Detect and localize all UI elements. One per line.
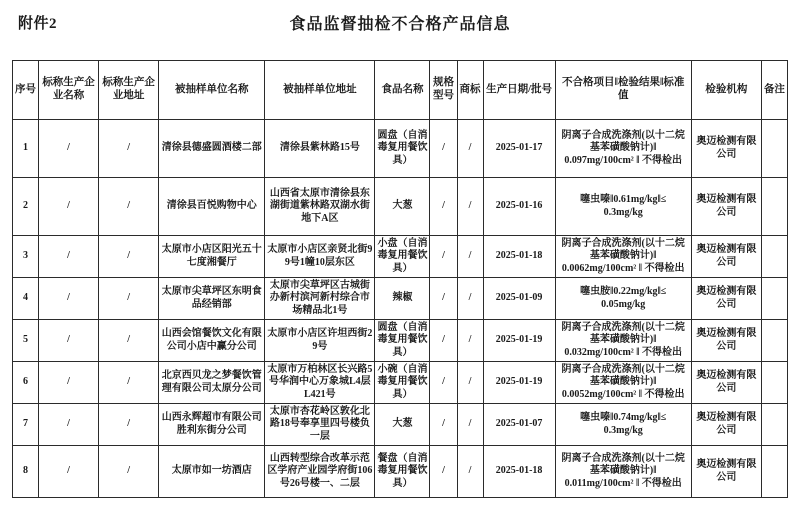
cell-production-date: 2025-01-16: [483, 178, 555, 236]
cell-index: 7: [13, 404, 39, 446]
table-row: [13, 404, 788, 446]
cell-index: 4: [13, 278, 39, 320]
column-header-sampled-unit-address: 被抽样单位地址: [265, 61, 375, 120]
column-header-food-name: 食品名称: [375, 61, 430, 120]
failed-item-name: 阴离子合成洗涤剂(以十二烷基苯磺酸钠计)‖: [561, 238, 685, 262]
column-header-spec: 规格型号: [430, 61, 457, 120]
cell-producer-address: /: [99, 404, 159, 446]
cell-producer-name: /: [39, 178, 99, 236]
failed-item-value: 0.3mg/kg: [603, 206, 643, 218]
column-header-producer-name: 标称生产企业名称: [39, 61, 99, 120]
cell-food-name: 圆盘（自消毒复用餐饮具）: [375, 320, 430, 362]
failed-item-name: 阴离子合成洗涤剂(以十二烷基苯磺酸钠计)‖: [561, 322, 685, 346]
cell-production-date: 2025-01-17: [483, 120, 555, 178]
table-row: [13, 178, 788, 236]
failed-item-value: 0.097mg/100cm² ‖ 不得检出: [564, 154, 683, 166]
cell-failed-item: [555, 404, 691, 446]
failed-item-value: 0.05mg/kg: [601, 298, 646, 310]
cell-producer-name: /: [39, 120, 99, 178]
cell-note: [761, 362, 787, 404]
column-header-note: 备注: [761, 61, 787, 120]
failed-item-value: 0.3mg/kg: [603, 424, 643, 436]
cell-spec: /: [430, 178, 457, 236]
failed-item-value: 0.0052mg/100cm² ‖ 不得检出: [561, 388, 685, 400]
table-row: [13, 362, 788, 404]
cell-producer-address: /: [99, 236, 159, 278]
cell-spec: /: [430, 236, 457, 278]
cell-inspection-org: 奥迈检测有限公司: [691, 404, 761, 446]
cell-sampled-unit-name: 北京西贝龙之梦餐饮管理有限公司太原分公司: [159, 362, 265, 404]
cell-inspection-org: 奥迈检测有限公司: [691, 320, 761, 362]
cell-sampled-unit-address: 太原市小店区亲贤北街99号1幢10层东区: [265, 236, 375, 278]
cell-spec: /: [430, 404, 457, 446]
cell-note: [761, 446, 787, 498]
table-row: [13, 320, 788, 362]
cell-failed-item: [555, 178, 691, 236]
cell-producer-address: /: [99, 278, 159, 320]
cell-trademark: /: [457, 446, 483, 498]
cell-failed-item: [555, 320, 691, 362]
cell-producer-name: /: [39, 236, 99, 278]
document-header: [0, 0, 800, 46]
cell-producer-address: /: [99, 120, 159, 178]
cell-production-date: 2025-01-19: [483, 320, 555, 362]
cell-food-name: 小碗（自消毒复用餐饮具）: [375, 362, 430, 404]
cell-inspection-org: 奥迈检测有限公司: [691, 178, 761, 236]
cell-index: 3: [13, 236, 39, 278]
cell-sampled-unit-name: 山西会馆餐饮文化有限公司小店中赢分公司: [159, 320, 265, 362]
failed-item-name: 噻虫嗪‖0.74mg/kg‖≤: [580, 412, 667, 424]
attachment-label: 附件2: [18, 16, 58, 32]
table-row: [13, 278, 788, 320]
column-header-production-date: 生产日期/批号: [483, 61, 555, 120]
column-header-sampled-unit-name: 被抽样单位名称: [159, 61, 265, 120]
cell-producer-name: /: [39, 362, 99, 404]
failed-item-name: 噻虫胺‖0.22mg/kg‖≤: [580, 286, 667, 298]
cell-note: [761, 278, 787, 320]
table-header: [13, 61, 788, 120]
cell-sampled-unit-name: 清徐县百悦购物中心: [159, 178, 265, 236]
failed-item-name: 阴离子合成洗涤剂(以十二烷基苯磺酸钠计)‖: [561, 364, 685, 388]
cell-sampled-unit-name: 山西永辉超市有限公司胜利东街分公司: [159, 404, 265, 446]
cell-production-date: 2025-01-18: [483, 236, 555, 278]
cell-note: [761, 236, 787, 278]
cell-producer-address: /: [99, 362, 159, 404]
cell-sampled-unit-address: 太原市小店区许坦西街29号: [265, 320, 375, 362]
cell-failed-item: [555, 278, 691, 320]
cell-index: 8: [13, 446, 39, 498]
cell-inspection-org: 奥迈检测有限公司: [691, 236, 761, 278]
cell-index: 5: [13, 320, 39, 362]
cell-trademark: /: [457, 178, 483, 236]
table-body: [13, 120, 788, 498]
cell-spec: /: [430, 120, 457, 178]
column-header-index: 序号: [13, 61, 39, 120]
cell-spec: /: [430, 278, 457, 320]
cell-sampled-unit-address: 山西转型综合改革示范区学府产业园学府街106号26号楼一、二层: [265, 446, 375, 498]
column-header-producer-address: 标称生产企业地址: [99, 61, 159, 120]
cell-index: 1: [13, 120, 39, 178]
failed-item-value: 0.032mg/100cm² ‖ 不得检出: [564, 346, 683, 358]
cell-spec: /: [430, 362, 457, 404]
cell-failed-item: [555, 236, 691, 278]
cell-producer-address: /: [99, 446, 159, 498]
cell-failed-item: [555, 446, 691, 498]
cell-producer-name: /: [39, 404, 99, 446]
cell-sampled-unit-name: 太原市尖草坪区东明食品经销部: [159, 278, 265, 320]
cell-sampled-unit-address: 山西省太原市清徐县东湖街道紫林路双湖水街地下A区: [265, 178, 375, 236]
cell-inspection-org: 奥迈检测有限公司: [691, 362, 761, 404]
cell-trademark: /: [457, 362, 483, 404]
cell-production-date: 2025-01-09: [483, 278, 555, 320]
cell-sampled-unit-address: 太原市万柏林区长兴路5号华润中心万象城L4层L421号: [265, 362, 375, 404]
table-row: [13, 446, 788, 498]
column-header-inspection-org: 检验机构: [691, 61, 761, 120]
cell-trademark: /: [457, 404, 483, 446]
cell-producer-address: /: [99, 178, 159, 236]
cell-sampled-unit-name: 太原市小店区阳光五十七度湘餐厅: [159, 236, 265, 278]
cell-trademark: /: [457, 278, 483, 320]
page-title: 食品监督抽检不合格产品信息: [289, 16, 511, 33]
cell-note: [761, 404, 787, 446]
failed-item-value: 0.011mg/100cm² ‖ 不得检出: [564, 477, 682, 489]
cell-sampled-unit-address: 太原市尖草坪区古城街办新村滨河新村综合市场精品北1号: [265, 278, 375, 320]
cell-note: [761, 320, 787, 362]
cell-failed-item: [555, 362, 691, 404]
table-row: [13, 120, 788, 178]
failed-item-name: 噻虫嗪‖0.61mg/kg‖≤: [580, 194, 667, 206]
table-header-row: [13, 61, 788, 120]
table-row: [13, 236, 788, 278]
column-header-trademark: 商标: [457, 61, 483, 120]
cell-production-date: 2025-01-19: [483, 362, 555, 404]
cell-food-name: 餐盘（自消毒复用餐饮具）: [375, 446, 430, 498]
cell-food-name: 辣椒: [375, 278, 430, 320]
cell-sampled-unit-address: 清徐县紫林路15号: [265, 120, 375, 178]
cell-food-name: 小盘（自消毒复用餐饮具）: [375, 236, 430, 278]
cell-failed-item: [555, 120, 691, 178]
cell-sampled-unit-address: 太原市杏花岭区敦化北路18号奉享里四号楼负一层: [265, 404, 375, 446]
cell-producer-name: /: [39, 278, 99, 320]
cell-production-date: 2025-01-07: [483, 404, 555, 446]
cell-producer-name: /: [39, 446, 99, 498]
column-header-failed-item: 不合格项目‖检验结果‖标准值: [555, 61, 691, 120]
cell-trademark: /: [457, 236, 483, 278]
cell-food-name: 大葱: [375, 404, 430, 446]
cell-spec: /: [430, 320, 457, 362]
cell-food-name: 圆盘（自消毒复用餐饮具）: [375, 120, 430, 178]
failed-item-value: 0.0062mg/100cm² ‖ 不得检出: [561, 262, 685, 274]
cell-inspection-org: 奥迈检测有限公司: [691, 446, 761, 498]
cell-trademark: /: [457, 320, 483, 362]
failed-item-name: 阴离子合成洗涤剂(以十二烷基苯磺酸钠计)‖: [561, 453, 685, 477]
inspection-table-container: [12, 60, 788, 498]
cell-note: [761, 178, 787, 236]
cell-food-name: 大葱: [375, 178, 430, 236]
cell-sampled-unit-name: 清徐县德盛圆酒楼二部: [159, 120, 265, 178]
inspection-results-table: [12, 60, 788, 498]
cell-production-date: 2025-01-18: [483, 446, 555, 498]
cell-trademark: /: [457, 120, 483, 178]
cell-spec: /: [430, 446, 457, 498]
failed-item-name: 阴离子合成洗涤剂(以十二烷基苯磺酸钠计)‖: [561, 130, 685, 154]
cell-inspection-org: 奥迈检测有限公司: [691, 120, 761, 178]
cell-sampled-unit-name: 太原市如一坊酒店: [159, 446, 265, 498]
cell-producer-name: /: [39, 320, 99, 362]
cell-index: 6: [13, 362, 39, 404]
cell-inspection-org: 奥迈检测有限公司: [691, 278, 761, 320]
cell-note: [761, 120, 787, 178]
cell-index: 2: [13, 178, 39, 236]
cell-producer-address: /: [99, 320, 159, 362]
